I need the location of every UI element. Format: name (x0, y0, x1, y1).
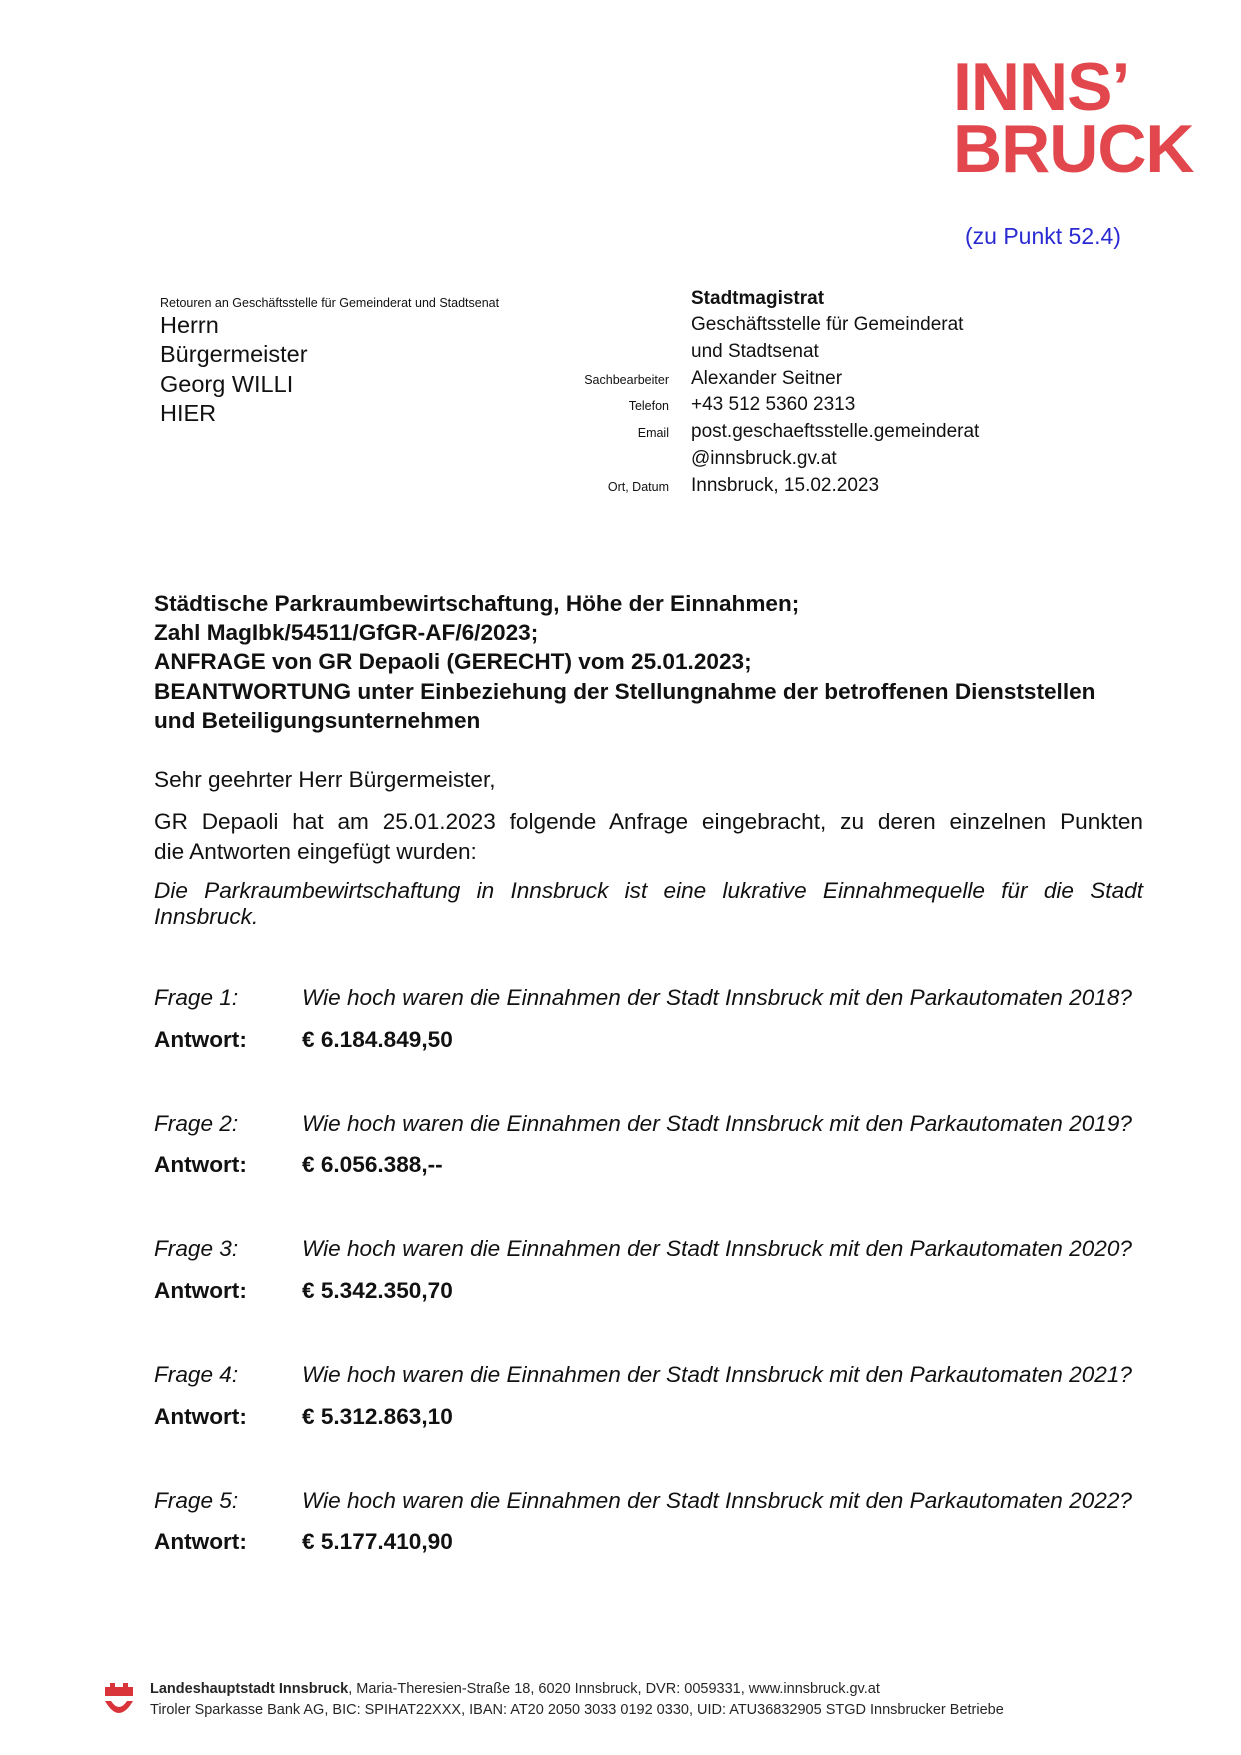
sender-department-line: Geschäftsstelle für Gemeinderat (691, 314, 964, 336)
qa-item (154, 1487, 1154, 1613)
sender-row (560, 446, 979, 473)
sender-row (560, 473, 979, 500)
answer-row (154, 1026, 1154, 1054)
question-label: Frage 3: (154, 1236, 239, 1262)
footer-line-bank: Tiroler Sparkasse Bank AG, BIC: SPIHAT22XXX, IBAN: AT20 2050 3033 0192 0330, UID: ATU36832905 STGD Innsbrucker Betriebe (150, 1701, 1004, 1718)
question-answer-list (154, 984, 1154, 1612)
preamble-line: Innsbruck. (154, 904, 259, 929)
question-row (154, 1487, 1154, 1515)
sender-row (560, 312, 979, 339)
salutation: Sehr geehrter Herr Bürgermeister, (154, 767, 496, 792)
question-text: Wie hoch waren die Einnahmen der Stadt Innsbruck mit den Parkautomaten 2019? (302, 1110, 1132, 1136)
question-text: Wie hoch waren die Einnahmen der Stadt Innsbruck mit den Parkautomaten 2022? (302, 1487, 1132, 1513)
letter-footer (150, 1679, 1004, 1721)
answer-row (154, 1151, 1154, 1179)
question-text: Wie hoch waren die Einnahmen der Stadt Innsbruck mit den Parkautomaten 2020? (302, 1236, 1132, 1262)
sender-row (560, 339, 979, 366)
recipient-line: Bürgermeister (160, 341, 308, 368)
email-address-line: post.geschaeftsstelle.gemeinderat (691, 421, 980, 443)
answer-row (154, 1277, 1154, 1305)
answer-value: € 5.312.863,10 (302, 1403, 453, 1429)
sender-row (560, 286, 979, 313)
intro-line: die Antworten eingefügt wurden: (154, 838, 477, 864)
answer-label: Antwort: (154, 1403, 247, 1429)
phone-label: Telefon (628, 399, 669, 414)
email-label: Email (637, 426, 669, 441)
answer-label: Antwort: (154, 1529, 247, 1555)
emblem-top-bar (105, 1683, 133, 1696)
question-label: Frage 4: (154, 1362, 239, 1388)
place-date: Innsbruck, 15.02.2023 (691, 474, 880, 496)
question-text: Wie hoch waren die Einnahmen der Stadt Innsbruck mit den Parkautomaten 2021? (302, 1362, 1132, 1388)
subject-line: ANFRAGE von GR Depaoli (GERECHT) vom 25.01.2023; (154, 649, 752, 675)
sender-department-line: und Stadtsenat (691, 341, 819, 363)
date-label: Ort, Datum (607, 479, 669, 494)
footer-line-address (150, 1679, 1004, 1700)
preamble-line: Die Parkraumbewirtschaftung in Innsbruck ist eine lukrative Einnahmequelle für die Stadt (154, 878, 1143, 903)
question-row (154, 1110, 1154, 1138)
answer-row (154, 1403, 1154, 1431)
sender-row (560, 366, 979, 393)
recipient-line: Herrn (160, 312, 219, 338)
question-text: Wie hoch waren die Einnahmen der Stadt Innsbruck mit den Parkautomaten 2018? (302, 985, 1132, 1010)
question-row (154, 1361, 1154, 1389)
answer-label: Antwort: (154, 1026, 247, 1052)
footer-issuer: Landeshauptstadt Innsbruck (150, 1680, 349, 1697)
sender-office: Stadtmagistrat (691, 287, 825, 309)
logo-line-1: INNS’ (953, 49, 1130, 125)
answer-value: € 5.177.410,90 (302, 1529, 453, 1555)
intro-line: GR Depaoli hat am 25.01.2023 folgende Anfrage eingebracht, zu deren einzelnen Punkten (154, 809, 1143, 834)
sender-row (560, 392, 979, 419)
clerk-label: Sachbearbeiter (584, 372, 669, 387)
question-label: Frage 2: (154, 1110, 239, 1136)
answer-value: € 6.184.849,50 (302, 1026, 453, 1052)
subject-line: Städtische Parkraumbewirtschaftung, Höhe der Einnahmen; (154, 591, 800, 616)
logo-line-2: BRUCK (953, 111, 1194, 187)
qa-item (154, 1235, 1154, 1361)
sender-block (560, 286, 979, 500)
city-emblem-icon (103, 1681, 135, 1719)
question-label: Frage 1: (154, 985, 239, 1010)
answer-value: € 6.056.388,-- (302, 1152, 443, 1178)
subject-line: BEANTWORTUNG unter Einbeziehung der Stellungnahme der betroffenen Dienststellen (154, 678, 1096, 704)
qa-item (154, 984, 1154, 1110)
recipient-address (160, 311, 308, 429)
subject-line: Zahl MagIbk/54511/GfGR-AF/6/2023; (154, 620, 539, 646)
answer-row (154, 1528, 1154, 1556)
recipient-line: HIER (160, 400, 217, 427)
intro-paragraph (154, 807, 1143, 866)
agenda-reference: (zu Punkt 52.4) (965, 223, 1121, 249)
answer-value: € 5.342.350,70 (302, 1277, 453, 1303)
question-label: Frage 5: (154, 1487, 239, 1513)
footer-address: , Maria-Theresien-Straße 18, 6020 Innsbruck, DVR: 0059331, www.innsbruck.gv.at (348, 1680, 880, 1697)
emblem-bridge-arc (105, 1701, 133, 1713)
qa-item (154, 1361, 1154, 1487)
return-address-line: Retouren an Geschäftsstelle für Gemeinderat und Stadtsenat (160, 295, 500, 310)
sender-row (560, 419, 979, 446)
subject-block (154, 589, 1095, 735)
recipient-line: Georg WILLI (160, 370, 294, 397)
question-row (154, 1235, 1154, 1263)
clerk-name: Alexander Seitner (691, 367, 843, 389)
answer-label: Antwort: (154, 1277, 247, 1303)
inquiry-preamble (154, 878, 1143, 930)
email-address-line: @innsbruck.gv.at (691, 447, 837, 469)
answer-label: Antwort: (154, 1152, 247, 1178)
question-row (154, 984, 1154, 1012)
phone-number: +43 512 5360 2313 (691, 394, 856, 416)
qa-item (154, 1110, 1154, 1236)
subject-line: und Beteiligungsunternehmen (154, 707, 481, 733)
